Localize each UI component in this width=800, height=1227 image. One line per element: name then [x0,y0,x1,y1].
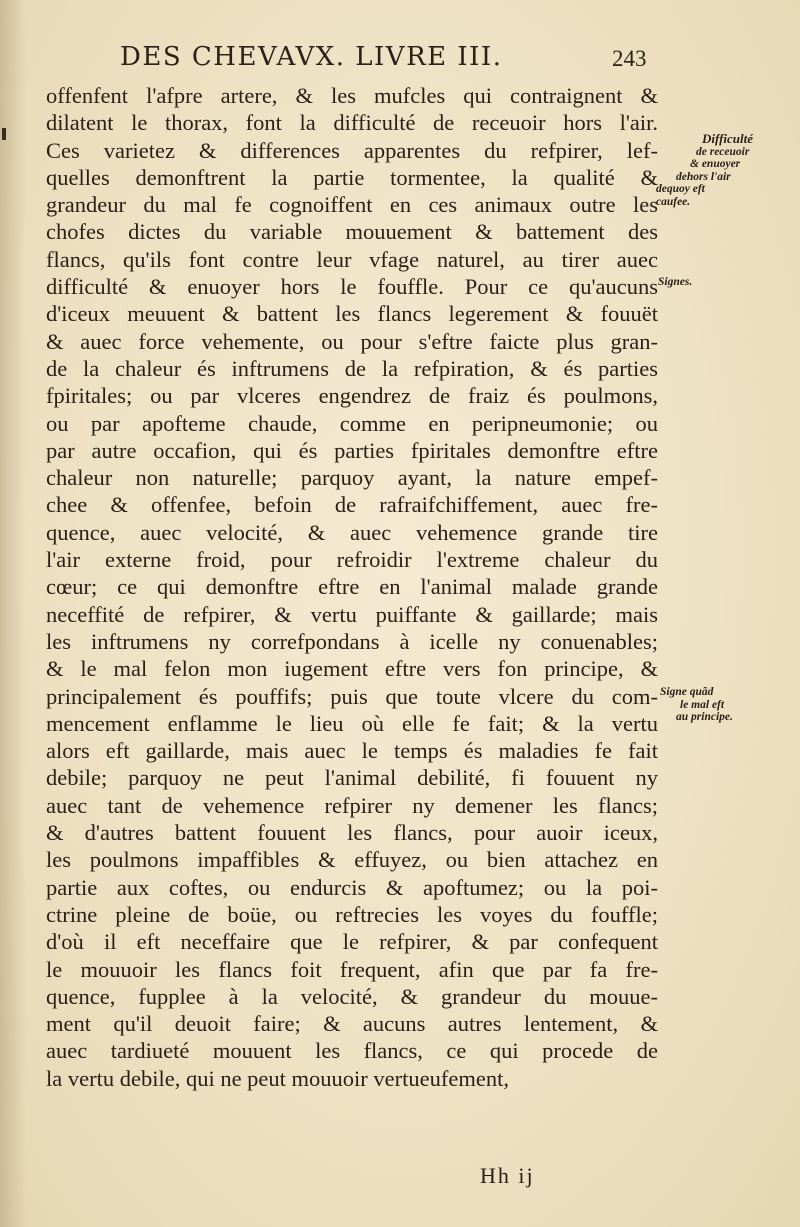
text-line: fpiritales; ou par vlceres engendrez de fraiz és poulmons, [46,383,658,409]
text-line: dilatent le thorax, font la difficulté de receuoir hors l'air. [46,110,658,136]
text-line: chaleur non naturelle; parquoy ayant, la nature empef- [46,465,658,491]
text-line: difficulté & enuoyer hors le fouffle. Pour ce qu'aucuns [46,274,658,300]
text-line: alors eft gaillarde, mais auec le temps és maladies fe fait [46,738,658,764]
text-line: les inftrumens ny correfpondans à icelle ny conuenables; [46,628,658,654]
marginal-note-line: le mal eft [680,698,725,711]
marginal-note-line: caufee. [656,195,691,208]
marginal-note-principle [650,686,790,724]
marginal-note-signs [658,276,798,289]
text-line: d'où il eft neceffaire que le refpirer, & par confequent [46,929,658,955]
text-line: ou par apofteme chaude, comme en peripneumonie; ou [46,410,658,436]
marginal-note-line: au principe. [676,711,733,723]
text-line: & le mal felon mon iugement eftre vers fon principe, & [46,656,658,682]
text-line: grandeur du mal fe cognoiffent en ces animaux outre les [46,192,658,218]
text-line: ctrine pleine de boüe, ou reftrecies les voyes du fouffle; [46,901,658,927]
body-text [46,82,658,1092]
running-title: DES CHEVAVX. LIVRE III. [120,42,503,72]
signature-mark: Hh ij [480,1163,535,1188]
text-line: Ces varietez & differences apparentes du refpirer, lef- [46,137,658,163]
text-line: debile; parquoy ne peut l'animal debilité, fi fouuent ny [46,765,658,791]
marginal-note-line: dequoy eft [656,183,705,195]
text-line: les poulmons impaffibles & effuyez, ou bien attachez en [46,847,658,873]
text-line: partie aux coftes, ou endurcis & apoftumez; ou la poi- [46,874,658,900]
marginal-note-line: Signe quãd [660,686,714,698]
text-line: ment qu'il deuoit faire; & aucuns autres lentement, & [46,1011,658,1037]
text-line: l'air externe froid, pour refroidir l'extreme chaleur du [46,547,658,573]
text-line: flancs, qu'ils font contre leur vfage naturel, au tirer auec [46,246,658,272]
text-line: cœur; ce qui demonftre eftre en l'animal malade grande [46,574,658,600]
marginal-note-line: & enuoyer [690,158,741,170]
page-number: 243 [612,46,647,71]
text-line: quelles demonftrent la partie tormentee, la qualité & [46,164,658,190]
text-line: mencement enflamme le lieu où elle fe fait; & la vertu [46,710,658,736]
text-line: neceffité de refpirer, & vertu puiffante & gaillarde; mais [46,601,658,627]
marginal-note-line: de receuoir [696,145,750,158]
text-line: d'iceux meuuent & battent les flancs legerement & fouuët [46,301,658,327]
gutter-shadow [0,0,26,1227]
marginal-note-difficulty [656,133,796,208]
text-line: de la chaleur és inftrumens de la refpiration, & és parties [46,355,658,381]
marginal-note-line: dehors l'air [676,170,731,183]
text-line: le mouuoir les flancs foit frequent, afin que par fa fre- [46,956,658,982]
text-line: par autre occafion, qui és parties fpiritales demonftre eftre [46,437,658,463]
text-line: la vertu debile, qui ne peut mouuoir vertueufement, [46,1065,509,1091]
marginal-note-line: Signes. [658,276,693,288]
text-line: chee & offenfee, befoin de rafraifchiffement, auec fre- [46,492,658,518]
text-line: quence, auec velocité, & auec vehemence grande tire [46,519,658,545]
text-line: auec tant de vehemence refpirer ny demener les flancs; [46,792,658,818]
text-line: chofes dictes du variable mouuement & battement des [46,219,658,245]
text-line: offenfent l'afpre artere, & les mufcles qui contraignent & [46,83,658,108]
text-line: & auec force vehemente, ou pour s'eftre faicte plus gran- [46,328,658,354]
text-line: & d'autres battent fouuent les flancs, pour auoir iceux, [46,820,658,846]
text-line: principalement és pouffifs; puis que toute vlcere du com- [46,683,658,709]
margin-ink-mark [2,128,6,140]
text-line: quence, fupplee à la velocité, & grandeur du mouue- [46,983,658,1009]
text-line: auec tardiueté mouuent les flancs, ce qui procede de [46,1038,658,1064]
marginal-note-line: Difficulté [702,131,754,146]
